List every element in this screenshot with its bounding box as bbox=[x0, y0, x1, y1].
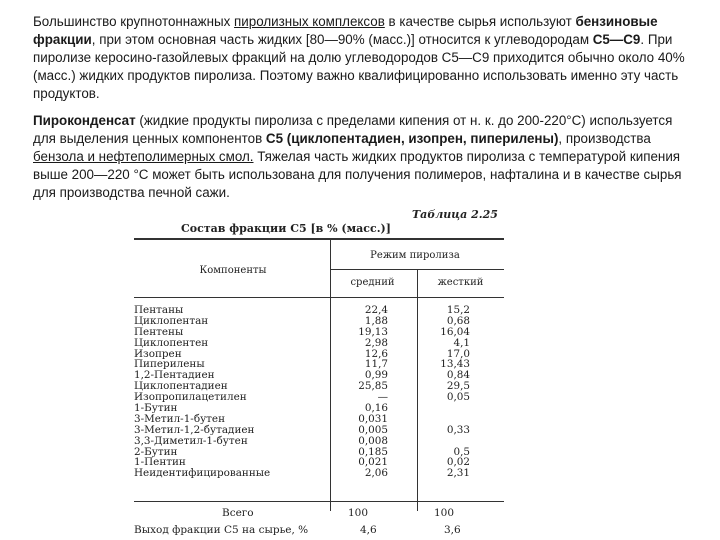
row-medium: 25,85 bbox=[358, 380, 388, 393]
text-segment: Большинство крупнотоннажных bbox=[33, 14, 235, 29]
row-medium: 2,06 bbox=[364, 467, 388, 480]
row-medium: 2,98 bbox=[364, 336, 388, 349]
benzene-resins-link[interactable]: бензола и нефтеполимерных смол. bbox=[33, 149, 254, 164]
row-hard: 0,68 bbox=[446, 314, 470, 327]
table-top-rule bbox=[134, 238, 504, 240]
row-name: Неидентифицированные bbox=[134, 467, 271, 480]
row-medium: 0,021 bbox=[358, 456, 388, 469]
row-hard: 15,2 bbox=[446, 304, 470, 316]
yield-medium: 4,6 bbox=[360, 524, 377, 536]
table-row bbox=[134, 338, 504, 349]
header-hard: жесткий bbox=[437, 277, 484, 288]
row-hard: 0,05 bbox=[446, 391, 470, 404]
row-medium: 0,008 bbox=[358, 434, 388, 447]
row-medium: 1,88 bbox=[364, 314, 388, 327]
row-name: Циклопентадиен bbox=[134, 380, 228, 393]
table-caption: Таблица 2.25 bbox=[412, 208, 498, 221]
row-medium: 12,6 bbox=[364, 347, 388, 360]
row-name: 3-Метил-1-бутен bbox=[134, 412, 226, 425]
bold-term: С5 (циклопентадиен, изопрен, пиперилены) bbox=[265, 131, 559, 146]
row-medium: 0,16 bbox=[364, 402, 388, 415]
row-hard: 2,31 bbox=[446, 467, 470, 480]
row-name: Циклопентен bbox=[134, 336, 209, 349]
header-medium: средний bbox=[350, 277, 395, 288]
row-hard: 0,5 bbox=[453, 445, 470, 458]
row-medium: 11,7 bbox=[364, 358, 388, 371]
row-hard: 17,0 bbox=[446, 347, 470, 360]
row-hard: 0,84 bbox=[446, 369, 470, 382]
row-name: Изопропилацетилен bbox=[134, 391, 247, 404]
row-name: 3,3-Диметил-1-бутен bbox=[134, 434, 248, 447]
table-scan bbox=[130, 205, 510, 540]
bold-term: Пироконденсат bbox=[33, 113, 136, 128]
text-segment: , производства bbox=[558, 131, 651, 146]
row-hard: 13,43 bbox=[440, 358, 470, 371]
text-segment: (жидкие продукты пиролиза с пределами кипения от н. к. до 200-220°С) используется для выделения ценных компонентов bbox=[33, 113, 673, 146]
row-medium: 22,4 bbox=[364, 304, 388, 316]
pyrolysis-complexes-link[interactable]: пиролизных комплексов bbox=[234, 14, 385, 29]
row-name: 3-Метил-1,2-бутадиен bbox=[134, 423, 255, 436]
table-row bbox=[134, 392, 504, 403]
row-medium: — bbox=[377, 391, 388, 404]
row-hard: 0,33 bbox=[446, 423, 470, 436]
intro-paragraph bbox=[33, 13, 693, 103]
row-name: Пентены bbox=[134, 325, 184, 338]
text-segment: . При пиролизе керосино-газойлевых фракций на долю углеводородов С5—С9 приходится обычно около 40% (масс.) жидких продуктов пиролиза. Поэтому важно квалифицированно использовать именно эту часть продуктов. bbox=[33, 32, 685, 101]
table-body bbox=[134, 305, 504, 479]
table-row bbox=[134, 436, 504, 447]
yield-label: Выход фракции С5 на сырье, % bbox=[134, 524, 309, 536]
row-name: 2-Бутин bbox=[134, 445, 178, 458]
row-name: 1,2-Пентадиен bbox=[134, 369, 215, 382]
row-medium: 0,031 bbox=[358, 412, 388, 425]
row-name: Пентаны bbox=[134, 304, 184, 316]
row-name: Изопрен bbox=[134, 347, 182, 360]
table-row bbox=[134, 468, 504, 479]
pyrocondensate-paragraph bbox=[33, 112, 693, 202]
row-medium: 0,185 bbox=[358, 445, 388, 458]
header-pyrolysis-mode: Режим пиролиза bbox=[370, 250, 460, 261]
text-segment: , при этом основная часть жидких [80—90% (масс.)] относится к углеводородам bbox=[91, 32, 593, 47]
row-medium: 0,99 bbox=[364, 369, 388, 382]
row-name: Пиперилены bbox=[134, 358, 205, 371]
total-rule bbox=[134, 501, 504, 502]
row-hard: 0,02 bbox=[446, 456, 470, 469]
bold-term: С5—С9 bbox=[592, 32, 641, 47]
text-segment: в качестве сырья используют bbox=[384, 14, 576, 29]
total-medium: 100 bbox=[348, 507, 369, 519]
row-hard: 29,5 bbox=[446, 380, 470, 393]
yield-row bbox=[134, 524, 504, 536]
row-hard: 4,1 bbox=[453, 336, 470, 349]
row-name: 1-Бутин bbox=[134, 402, 178, 415]
row-hard: 16,04 bbox=[440, 325, 470, 338]
total-hard: 100 bbox=[434, 507, 455, 519]
total-row bbox=[134, 507, 504, 519]
header-bottom-rule bbox=[134, 297, 504, 298]
table-title: Состав фракции С5 [в % (масс.)] bbox=[181, 222, 391, 235]
row-name: 1-Пентин bbox=[134, 456, 186, 469]
yield-hard: 3,6 bbox=[444, 524, 461, 536]
bold-term: бензиновые фракции bbox=[33, 14, 658, 47]
total-label: Всего bbox=[222, 507, 254, 519]
row-medium: 19,13 bbox=[358, 325, 388, 338]
row-medium: 0,005 bbox=[358, 423, 388, 436]
header-components: Компоненты bbox=[199, 265, 267, 276]
text-segment: Тяжелая часть жидких продуктов пиролиза с температурой кипения выше 200—220 °С может быть использована для получения полимеров, нафталина и в качестве сырья для производства печной сажи. bbox=[33, 149, 682, 200]
row-name: Циклопентан bbox=[134, 314, 209, 327]
